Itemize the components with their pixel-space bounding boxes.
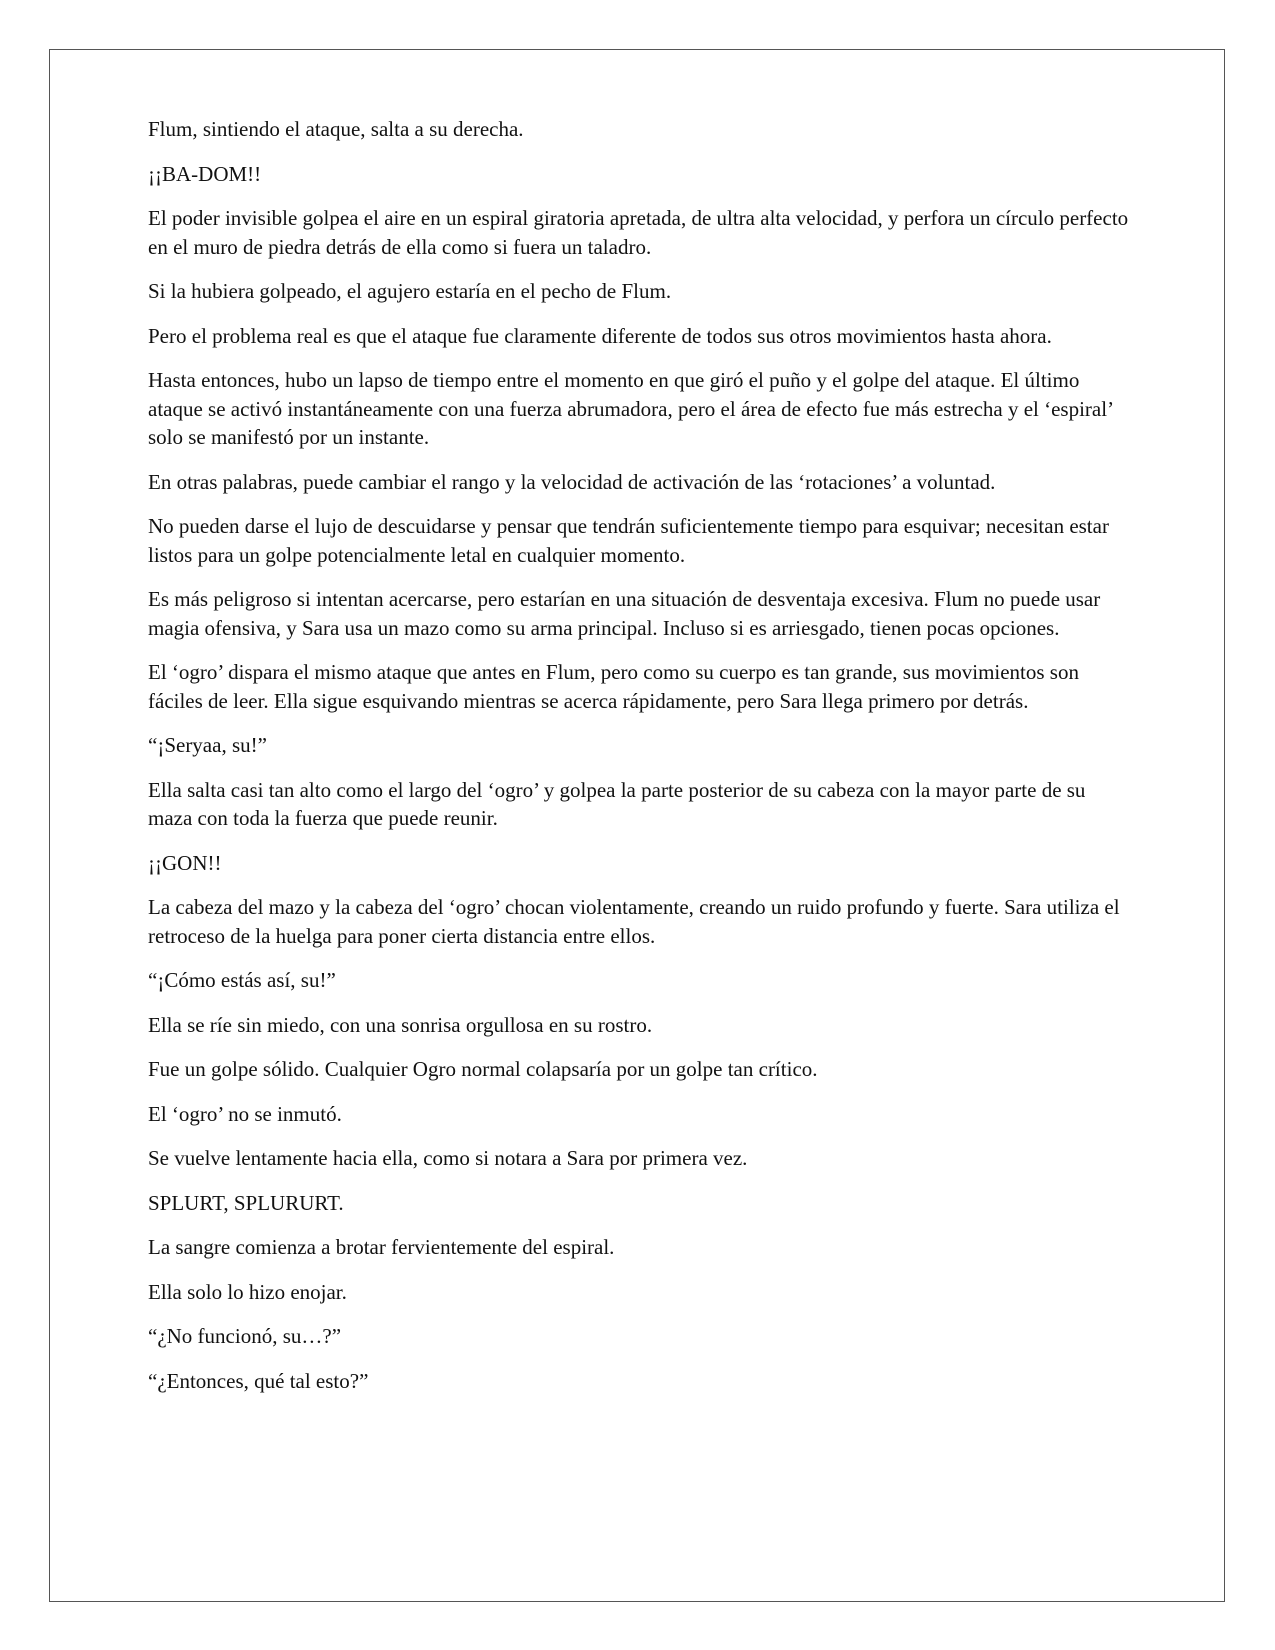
paragraph: Ella se ríe sin miedo, con una sonrisa orgullosa en su rostro. bbox=[148, 1012, 653, 1037]
paragraph: Flum, sintiendo el ataque, salta a su derecha. bbox=[148, 117, 524, 141]
paragraph: La cabeza del mazo y la cabeza del ‘ogro’ chocan violentamente, creando un ruido profundo y fuerte. Sara utiliza el retroceso de la huelga para poner cierta distancia entre ellos. bbox=[148, 895, 1120, 948]
paragraph: “¡Cómo estás así, su!” bbox=[148, 968, 336, 992]
paragraph: El ‘ogro’ no se inmutó. bbox=[148, 1101, 342, 1126]
paragraph: En otras palabras, puede cambiar el rango y la velocidad de activación de las ‘rotaciones’ a voluntad. bbox=[148, 469, 996, 494]
paragraph: Pero el problema real es que el ataque fue claramente diferente de todos sus otros movimientos hasta ahora. bbox=[148, 323, 1052, 348]
paragraph: Ella salta casi tan alto como el largo del ‘ogro’ y golpea la parte posterior de su cabeza con la mayor parte de su maza con toda la fuerza que puede reunir. bbox=[148, 777, 1086, 830]
paragraph: Hasta entonces, hubo un lapso de tiempo entre el momento en que giró el puño y el golpe del ataque. El último ataque se activó instantáneamente con una fuerza abrumadora, pero el área de efecto fue más estrecha y el ‘espiral’ solo se manifestó por un instante. bbox=[148, 368, 1113, 449]
paragraph: El poder invisible golpea el aire en un espiral giratoria apretada, de ultra alta velocidad, y perfora un círculo perfecto en el muro de piedra detrás de ella como si fuera un taladro. bbox=[148, 206, 1129, 259]
paragraph: Si la hubiera golpeado, el agujero estaría en el pecho de Flum. bbox=[148, 279, 672, 303]
paragraph: Es más peligroso si intentan acercarse, pero estarían en una situación de desventaja excesiva. Flum no puede usar magia ofensiva, y Sara usa un mazo como su arma principal. Incluso si es arriesgado, tienen pocas opciones. bbox=[148, 587, 1101, 640]
paragraph: ¡¡BA-DOM!! bbox=[148, 161, 262, 186]
document-body bbox=[148, 115, 1133, 1411]
paragraph: El ‘ogro’ dispara el mismo ataque que antes en Flum, pero como su cuerpo es tan grande, sus movimientos son fáciles de leer. Ella sigue esquivando mientras se acerca rápidamente, pero Sara llega primero por detrás. bbox=[148, 660, 1079, 713]
paragraph: La sangre comienza a brotar fervientemente del espiral. bbox=[148, 1235, 615, 1259]
paragraph: “¡Seryaa, su!” bbox=[148, 733, 267, 757]
paragraph: ¡¡GON!! bbox=[148, 850, 222, 875]
paragraph: “¿No funcionó, su…?” bbox=[148, 1324, 342, 1348]
paragraph: Ella solo lo hizo enojar. bbox=[148, 1279, 347, 1304]
paragraph: No pueden darse el lujo de descuidarse y pensar que tendrán suficientemente tiempo para esquivar; necesitan estar listos para un golpe potencialmente letal en cualquier momento. bbox=[148, 514, 1109, 567]
paragraph: “¿Entonces, qué tal esto?” bbox=[148, 1368, 369, 1393]
paragraph: Fue un golpe sólido. Cualquier Ogro normal colapsaría por un golpe tan crítico. bbox=[148, 1057, 818, 1081]
paragraph: Se vuelve lentamente hacia ella, como si notara a Sara por primera vez. bbox=[148, 1146, 748, 1170]
paragraph: SPLURT, SPLURURT. bbox=[148, 1190, 344, 1215]
